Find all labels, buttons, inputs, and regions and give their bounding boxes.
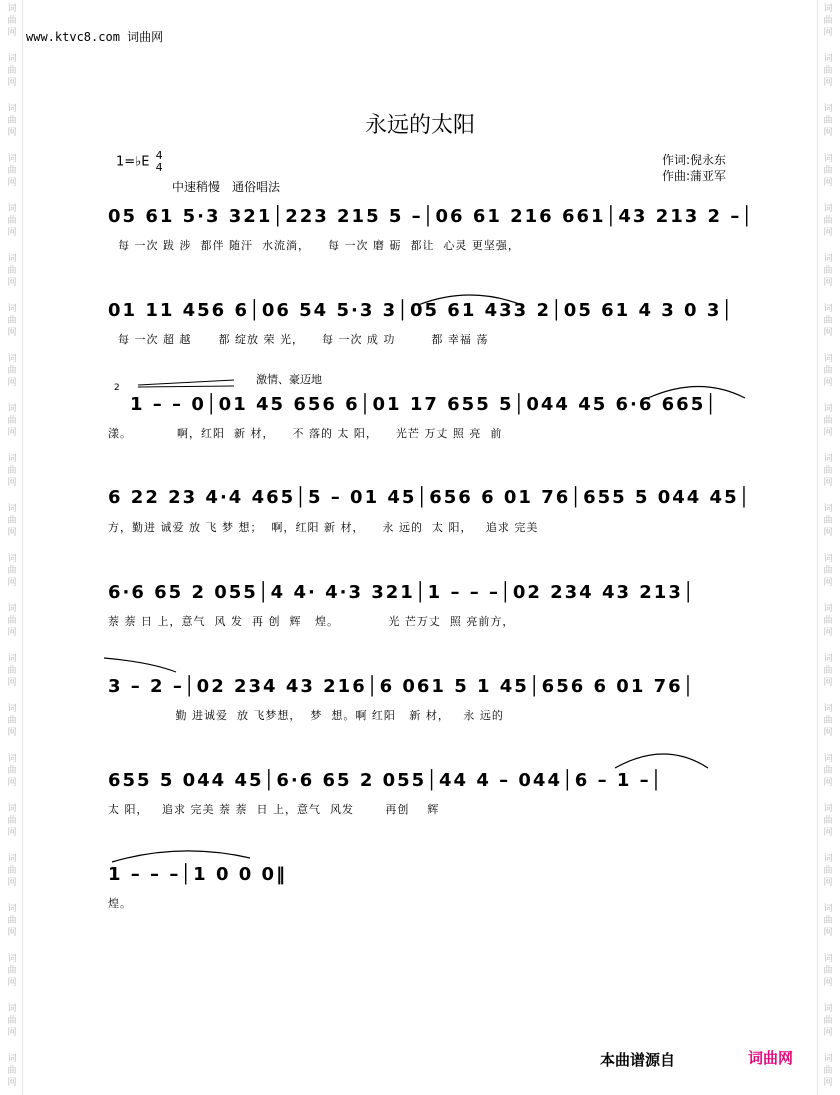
watermark-char: 网 [7,1028,17,1038]
watermark-char: 曲 [823,516,833,526]
slur [104,658,176,672]
watermark-char: 曲 [823,916,833,926]
watermark-char: 曲 [7,766,17,776]
line-6-lyrics: 勤 进诚爱 放 飞梦想， 梦 想。啊 红阳 新 材， 永 远的 [108,709,504,722]
watermark-char: 词 [823,504,833,514]
composer: 作曲:蒲亚军 [662,169,727,183]
watermark-char: 曲 [823,266,833,276]
watermark-char: 网 [7,928,17,938]
watermark-char: 词 [823,954,833,964]
watermark-char: 曲 [7,466,17,476]
watermark-char: 词 [7,504,17,514]
watermark-char: 词 [7,954,17,964]
watermark-char: 网 [7,728,17,738]
watermark-char: 网 [823,628,833,638]
line-3-notes: 1 – – 0│01 45 656 6│01 17 655 5│044 45 6·6 665│ [130,394,719,415]
watermark-char: 网 [7,428,17,438]
watermark-char: 词 [823,54,833,64]
watermark-char: 曲 [7,716,17,726]
watermark-char: 曲 [7,966,17,976]
line-2-lyrics: 每 一次 超 越 都 绽放 荣 光， 每 一次 成 功 都 幸福 荡 [118,333,489,346]
watermark-char: 词 [7,604,17,614]
watermark-char: 曲 [7,66,17,76]
watermark-char: 网 [823,678,833,688]
watermark-char: 网 [823,1028,833,1038]
watermark-char: 曲 [7,866,17,876]
watermark-char: 曲 [823,466,833,476]
line-5-notes: 6·6 65 2 055│4 4· 4·3 321│1 – – –│02 234 43 213│ [108,582,696,603]
watermark-char: 曲 [7,516,17,526]
watermark-char: 网 [823,178,833,188]
watermark-char: 曲 [7,666,17,676]
watermark-char: 网 [823,828,833,838]
watermark-char: 曲 [823,66,833,76]
line-3-lyrics: 漾。 啊，红阳 新 材， 不 落的 太 阳， 光芒 万丈 照 亮 前 [108,427,503,440]
watermark-char: 词 [7,204,17,214]
watermark-char: 词 [7,154,17,164]
watermark-char: 网 [823,128,833,138]
watermark-char: 词 [7,654,17,664]
watermark-char: 曲 [7,566,17,576]
watermark-char: 曲 [823,316,833,326]
watermark-char: 词 [823,104,833,114]
watermark-char: 词 [823,454,833,464]
watermark-char: 网 [823,878,833,888]
watermark-char: 曲 [823,666,833,676]
watermark-char: 网 [823,478,833,488]
song-title: 永远的太阳 [364,113,475,138]
watermark-char: 网 [823,578,833,588]
watermark-char: 网 [7,378,17,388]
watermark-char: 词 [7,1004,17,1014]
watermark-char: 词 [7,254,17,264]
time-sig-top: 4 [155,149,163,162]
watermark-char: 词 [7,404,17,414]
watermark-char: 词 [823,1054,833,1064]
watermark-char: 曲 [823,766,833,776]
watermark-char: 网 [7,578,17,588]
watermark-char: 词 [823,4,833,14]
watermark-char: 词 [823,654,833,664]
watermark-char: 词 [7,704,17,714]
watermark-char: 曲 [7,816,17,826]
watermark-char: 曲 [823,366,833,376]
watermark-char: 词 [7,454,17,464]
watermark-char: 词 [823,804,833,814]
line-7-notes: 655 5 044 45│6·6 65 2 055│44 4 – 044│6 – 1 –│ [108,770,664,791]
watermark-char: 曲 [823,816,833,826]
watermark-char: 词 [7,854,17,864]
footer-site-link[interactable]: 词曲网 [748,1049,794,1067]
watermark-char: 曲 [823,416,833,426]
watermark-char: 词 [7,54,17,64]
watermark-char: 网 [7,228,17,238]
watermark-char: 曲 [823,966,833,976]
watermark-char: 网 [7,78,17,88]
watermark-char: 曲 [823,866,833,876]
watermark-char: 词 [7,904,17,914]
watermark-char: 词 [7,754,17,764]
watermark-char: 曲 [7,416,17,426]
line-8-notes: 1 – – –│1 0 0 0‖ [108,864,288,885]
watermark-char: 曲 [823,1016,833,1026]
lyricist: 作词:倪永东 [662,153,727,167]
watermark-char: 曲 [823,1066,833,1076]
watermark-char: 网 [823,78,833,88]
watermark-char: 网 [7,528,17,538]
watermark-char: 曲 [7,366,17,376]
watermark-char: 网 [7,678,17,688]
watermark-char: 曲 [823,216,833,226]
watermark-char: 网 [823,428,833,438]
expression-annotation: 激情、豪迈地 [256,373,322,386]
watermark-char: 词 [7,804,17,814]
watermark-char: 曲 [7,316,17,326]
watermark-char: 词 [823,704,833,714]
watermark-char: 词 [823,904,833,914]
watermark-char: 网 [7,978,17,988]
watermark-char: 曲 [7,216,17,226]
slur [615,754,708,768]
watermark-char: 网 [823,28,833,38]
line-4-lyrics: 方，勤进 诚爱 放 飞 梦 想； 啊，红阳 新 材， 永 远的 太 阳， 追求 完美 [108,521,539,534]
watermark-char: 曲 [823,616,833,626]
watermark-char: 词 [7,4,17,14]
watermark-char: 网 [823,978,833,988]
watermark-char: 曲 [7,266,17,276]
watermark-char: 网 [7,128,17,138]
watermark-char: 曲 [7,1066,17,1076]
watermark-char: 词 [7,104,17,114]
repeat-annotation: 2 [114,383,120,393]
watermark-char: 词 [823,604,833,614]
footer-source-label: 本曲谱源自 [600,1051,676,1069]
watermark-char: 词 [823,254,833,264]
watermark-char: 曲 [823,716,833,726]
watermark-char: 曲 [823,116,833,126]
watermark-char: 词 [823,554,833,564]
watermark-char: 网 [7,628,17,638]
slur [418,295,522,305]
line-2-notes: 01 11 456 6│06 54 5·3 3│05 61 433 2│05 61 4 3 0 3│ [108,300,735,321]
key-label: 1=♭E [116,154,150,170]
line-1-notes: 05 61 5·3 321│223 215 5 –│06 61 216 661│43 213 2 –│ [108,206,755,227]
watermark-char: 网 [823,778,833,788]
time-sig-bottom: 4 [155,161,163,174]
line-8-lyrics: 煌。 [108,897,132,910]
watermark-char: 曲 [823,566,833,576]
watermark-char: 词 [823,1004,833,1014]
watermark-char: 词 [823,154,833,164]
watermark-char: 网 [823,278,833,288]
line-6-notes: 3 – 2 –│02 234 43 216│6 061 5 1 45│656 6 01 76│ [108,676,696,697]
watermark-char: 网 [7,28,17,38]
line-7-lyrics: 太 阳， 追求 完美 萘 萘 日 上，意气 风发 再创 辉 [108,803,440,816]
slur [112,851,250,862]
watermark-char: 曲 [7,616,17,626]
crescendo-line [138,386,234,387]
watermark-char: 词 [823,204,833,214]
watermark-char: 词 [7,554,17,564]
watermark-char: 网 [7,1078,17,1088]
watermark-char: 词 [823,854,833,864]
watermark-char: 曲 [823,16,833,26]
watermark-char: 网 [823,228,833,238]
watermark-char: 网 [7,328,17,338]
site-url[interactable]: www.ktvc8.com 词曲网 [26,30,164,44]
slur [648,387,745,399]
watermark-char: 词 [823,404,833,414]
watermark-char: 曲 [7,166,17,176]
line-4-notes: 6 22 23 4·4 465│5 – 01 45│656 6 01 76│655 5 044 45│ [108,487,752,508]
watermark-char: 网 [7,178,17,188]
crescendo-line [138,380,234,385]
watermark-char: 网 [7,828,17,838]
watermark-char: 网 [7,478,17,488]
watermark-char: 词 [823,754,833,764]
watermark-char: 网 [823,1078,833,1088]
watermark-char: 网 [823,378,833,388]
watermark-char: 网 [7,878,17,888]
watermark-char: 网 [823,528,833,538]
watermark-char: 词 [823,304,833,314]
tempo-marking: 中速稍慢 通俗唱法 [172,180,281,194]
watermark-char: 网 [823,928,833,938]
watermark-char: 词 [823,354,833,364]
watermark-char: 网 [7,278,17,288]
line-1-lyrics: 每 一次 跋 涉 都伴 随汗 水流淌， 每 一次 磨 砺 都让 心灵 更坚强， [118,239,520,252]
watermark-char: 曲 [823,166,833,176]
watermark-char: 曲 [7,1016,17,1026]
watermark-char: 词 [7,304,17,314]
watermark-char: 网 [7,778,17,788]
watermark-char: 网 [823,728,833,738]
watermark-char: 曲 [7,116,17,126]
line-5-lyrics: 萘 萘 日 上，意气 风 发 再 创 辉 煌。 光 芒万丈 照 亮前方， [108,615,515,628]
watermark-char: 网 [823,328,833,338]
watermark-char: 词 [7,354,17,364]
watermark-char: 曲 [7,916,17,926]
watermark-char: 曲 [7,16,17,26]
watermark-char: 词 [7,1054,17,1064]
